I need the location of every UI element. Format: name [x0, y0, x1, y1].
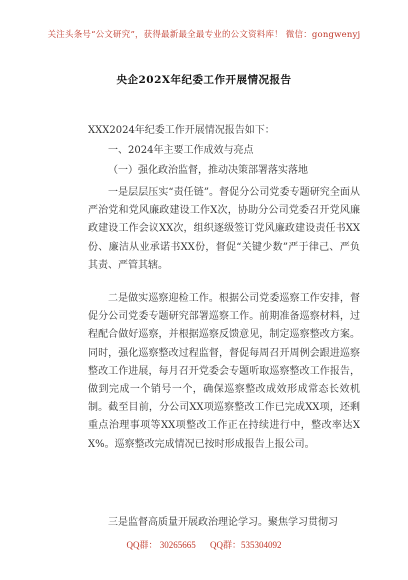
section-heading-2: （一）强化政治监督，推动决策部署落实落地 — [108, 165, 308, 176]
footer-qq-group-2: QQ群：535304092 — [210, 540, 282, 550]
footer-qq-group-1: QQ群： 30265665 — [126, 540, 196, 550]
section-heading-1: 一、2024年主要工作成效与亮点 — [108, 145, 254, 156]
paragraph-2: 二是做实巡察迎检工作。根据公司党委巡察工作安排，督促分公司党委专题研究部署巡察工作。前期准备巡察材料，过程配合做好巡察，并根据巡察反馈意见，制定巡察整改方案。同时，强化巡察整改过程监督，督促每周召开周例会跟进巡察整改工作进展，每月召开党委会专题听取巡察整改工作报告，做到完成一个销号一个，确保巡察整改成效形成常态长效机制。截至目前，分公司XX项巡察整改工作已完成XX项，还剩重点治理事项等XX项整改工作正在持续进行中，整改率达XX%。巡察整改完成情况已按时形成报告上报公司。 — [88, 293, 360, 450]
header-banner: 关注头条号“公文研究”，获得最新最全最专业的公文资料库！ 微信：gongwenyj — [47, 30, 361, 40]
paragraph-3: 三是监督高质量开展政治理论学习。聚焦学习贯彻习 — [108, 517, 338, 528]
footer-contacts — [0, 538, 408, 551]
paragraph-1: 一是层层压实“责任链”。督促分公司党委专题研究全面从严治党和党风廉政建设工作X次，协助分公司党委召开党风廉政建设工作会议XX次，组织逐级签订党风廉政建设责任书XX份、廉洁从业承诺书XX份，督促“关键少数”严于律己、严负其责、严管其辖。 — [88, 187, 360, 271]
document-title: 央企202X年纪委工作开展情况报告 — [116, 74, 292, 86]
intro-line: XXX2024年纪委工作开展情况报告如下： — [88, 125, 275, 136]
